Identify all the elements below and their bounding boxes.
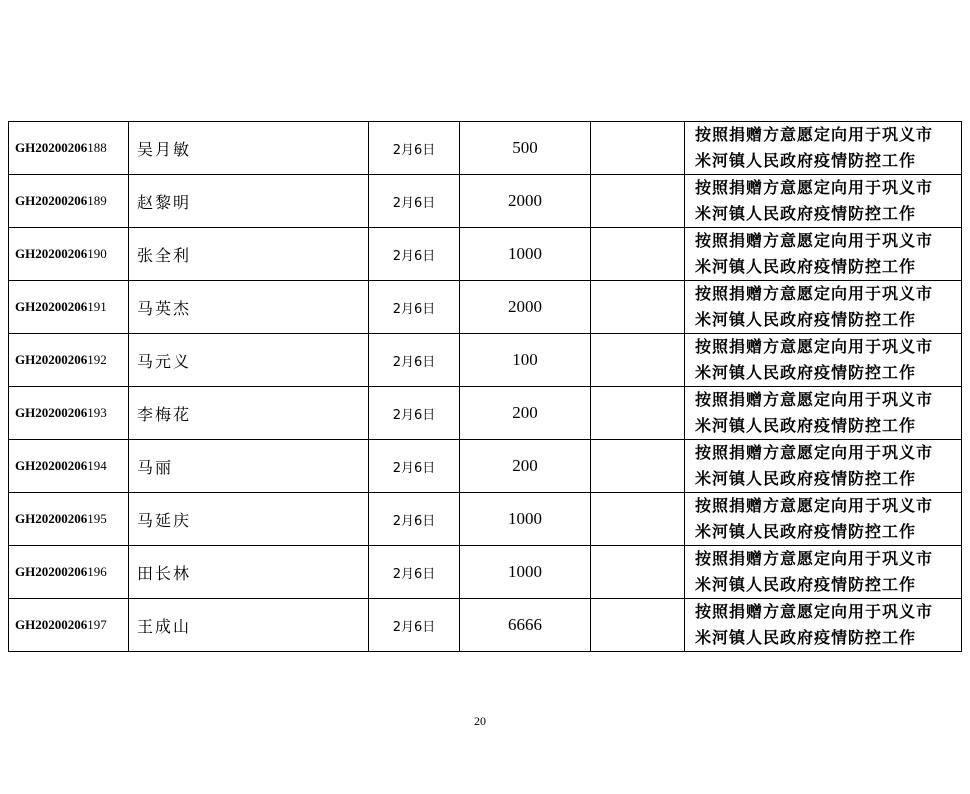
- receipt-id-prefix: GH20200206: [15, 140, 88, 155]
- blank-cell: [591, 228, 685, 281]
- donation-date-cell: 2月6日: [369, 493, 460, 546]
- donation-date-cell: 2月6日: [369, 228, 460, 281]
- receipt-id-suffix: 192: [87, 352, 107, 367]
- receipt-id-prefix: GH20200206: [15, 405, 88, 420]
- purpose-line-2: 米河镇人民政府疫情防控工作: [695, 151, 917, 170]
- donation-purpose-cell: [685, 387, 962, 440]
- receipt-id-cell: [9, 599, 129, 652]
- receipt-id-suffix: 188: [87, 140, 107, 155]
- receipt-id-suffix: 196: [87, 564, 107, 579]
- receipt-id-suffix: 193: [87, 405, 107, 420]
- donation-date-cell: 2月6日: [369, 599, 460, 652]
- donor-name-cell: 张全利: [129, 228, 369, 281]
- purpose-line-1: 按照捐赠方意愿定向用于巩义市: [695, 231, 934, 250]
- receipt-id-suffix: 194: [87, 458, 107, 473]
- donor-name-cell: 李梅花: [129, 387, 369, 440]
- donation-amount-cell: 100: [460, 334, 591, 387]
- table-row: [9, 546, 962, 599]
- donation-date-cell: 2月6日: [369, 546, 460, 599]
- donation-purpose-cell: [685, 228, 962, 281]
- receipt-id-cell: [9, 387, 129, 440]
- receipt-id-suffix: 195: [87, 511, 107, 526]
- donor-name-cell: 马元义: [129, 334, 369, 387]
- blank-cell: [591, 175, 685, 228]
- receipt-id-cell: [9, 440, 129, 493]
- table-row: [9, 440, 962, 493]
- donation-date-cell: 2月6日: [369, 440, 460, 493]
- receipt-id-cell: [9, 122, 129, 175]
- receipt-id-prefix: GH20200206: [15, 246, 88, 261]
- receipt-id-prefix: GH20200206: [15, 564, 88, 579]
- blank-cell: [591, 122, 685, 175]
- purpose-line-2: 米河镇人民政府疫情防控工作: [695, 204, 917, 223]
- donor-name-cell: 马丽: [129, 440, 369, 493]
- donation-amount-cell: 200: [460, 387, 591, 440]
- table-row: [9, 387, 962, 440]
- receipt-id-suffix: 191: [87, 299, 107, 314]
- purpose-line-2: 米河镇人民政府疫情防控工作: [695, 575, 917, 594]
- donation-amount-cell: 2000: [460, 281, 591, 334]
- donation-purpose-cell: [685, 493, 962, 546]
- purpose-line-2: 米河镇人民政府疫情防控工作: [695, 257, 917, 276]
- donor-name-cell: 王成山: [129, 599, 369, 652]
- donor-name-cell: 赵黎明: [129, 175, 369, 228]
- donation-purpose-cell: [685, 599, 962, 652]
- purpose-line-1: 按照捐赠方意愿定向用于巩义市: [695, 443, 934, 462]
- table-row: [9, 122, 962, 175]
- donation-date-cell: 2月6日: [369, 122, 460, 175]
- blank-cell: [591, 334, 685, 387]
- donation-table: [8, 121, 962, 652]
- purpose-line-1: 按照捐赠方意愿定向用于巩义市: [695, 549, 934, 568]
- table-row: [9, 228, 962, 281]
- page-number: 20: [474, 714, 486, 728]
- donor-name-cell: 马延庆: [129, 493, 369, 546]
- receipt-id-suffix: 190: [87, 246, 107, 261]
- receipt-id-cell: [9, 546, 129, 599]
- blank-cell: [591, 493, 685, 546]
- donation-amount-cell: 500: [460, 122, 591, 175]
- receipt-id-prefix: GH20200206: [15, 352, 88, 367]
- donor-name-cell: 吴月敏: [129, 122, 369, 175]
- receipt-id-prefix: GH20200206: [15, 458, 88, 473]
- blank-cell: [591, 599, 685, 652]
- receipt-id-prefix: GH20200206: [15, 511, 88, 526]
- blank-cell: [591, 387, 685, 440]
- purpose-line-2: 米河镇人民政府疫情防控工作: [695, 416, 917, 435]
- blank-cell: [591, 281, 685, 334]
- donor-name-cell: 马英杰: [129, 281, 369, 334]
- donation-table-body: [9, 122, 962, 652]
- receipt-id-cell: [9, 493, 129, 546]
- donation-amount-cell: 1000: [460, 228, 591, 281]
- purpose-line-1: 按照捐赠方意愿定向用于巩义市: [695, 178, 934, 197]
- receipt-id-cell: [9, 334, 129, 387]
- donor-name-cell: 田长林: [129, 546, 369, 599]
- donation-amount-cell: 200: [460, 440, 591, 493]
- purpose-line-2: 米河镇人民政府疫情防控工作: [695, 522, 917, 541]
- table-row: [9, 175, 962, 228]
- donation-purpose-cell: [685, 281, 962, 334]
- blank-cell: [591, 440, 685, 493]
- purpose-line-1: 按照捐赠方意愿定向用于巩义市: [695, 337, 934, 356]
- donation-purpose-cell: [685, 546, 962, 599]
- donation-purpose-cell: [685, 122, 962, 175]
- donation-date-cell: 2月6日: [369, 281, 460, 334]
- receipt-id-cell: [9, 281, 129, 334]
- table-row: [9, 493, 962, 546]
- donation-amount-cell: 1000: [460, 493, 591, 546]
- receipt-id-suffix: 197: [87, 617, 107, 632]
- donation-date-cell: 2月6日: [369, 175, 460, 228]
- donation-date-cell: 2月6日: [369, 387, 460, 440]
- purpose-line-2: 米河镇人民政府疫情防控工作: [695, 310, 917, 329]
- purpose-line-1: 按照捐赠方意愿定向用于巩义市: [695, 602, 934, 621]
- purpose-line-1: 按照捐赠方意愿定向用于巩义市: [695, 284, 934, 303]
- table-row: [9, 334, 962, 387]
- purpose-line-1: 按照捐赠方意愿定向用于巩义市: [695, 390, 934, 409]
- receipt-id-cell: [9, 228, 129, 281]
- receipt-id-prefix: GH20200206: [15, 193, 88, 208]
- donation-purpose-cell: [685, 175, 962, 228]
- donation-amount-cell: 6666: [460, 599, 591, 652]
- purpose-line-2: 米河镇人民政府疫情防控工作: [695, 469, 917, 488]
- donation-amount-cell: 2000: [460, 175, 591, 228]
- donation-date-cell: 2月6日: [369, 334, 460, 387]
- table-row: [9, 281, 962, 334]
- blank-cell: [591, 546, 685, 599]
- purpose-line-1: 按照捐赠方意愿定向用于巩义市: [695, 125, 934, 144]
- table-row: [9, 599, 962, 652]
- purpose-line-2: 米河镇人民政府疫情防控工作: [695, 628, 917, 647]
- receipt-id-suffix: 189: [87, 193, 107, 208]
- purpose-line-1: 按照捐赠方意愿定向用于巩义市: [695, 496, 934, 515]
- donation-amount-cell: 1000: [460, 546, 591, 599]
- purpose-line-2: 米河镇人民政府疫情防控工作: [695, 363, 917, 382]
- receipt-id-prefix: GH20200206: [15, 617, 88, 632]
- donation-purpose-cell: [685, 334, 962, 387]
- donation-purpose-cell: [685, 440, 962, 493]
- receipt-id-cell: [9, 175, 129, 228]
- receipt-id-prefix: GH20200206: [15, 299, 88, 314]
